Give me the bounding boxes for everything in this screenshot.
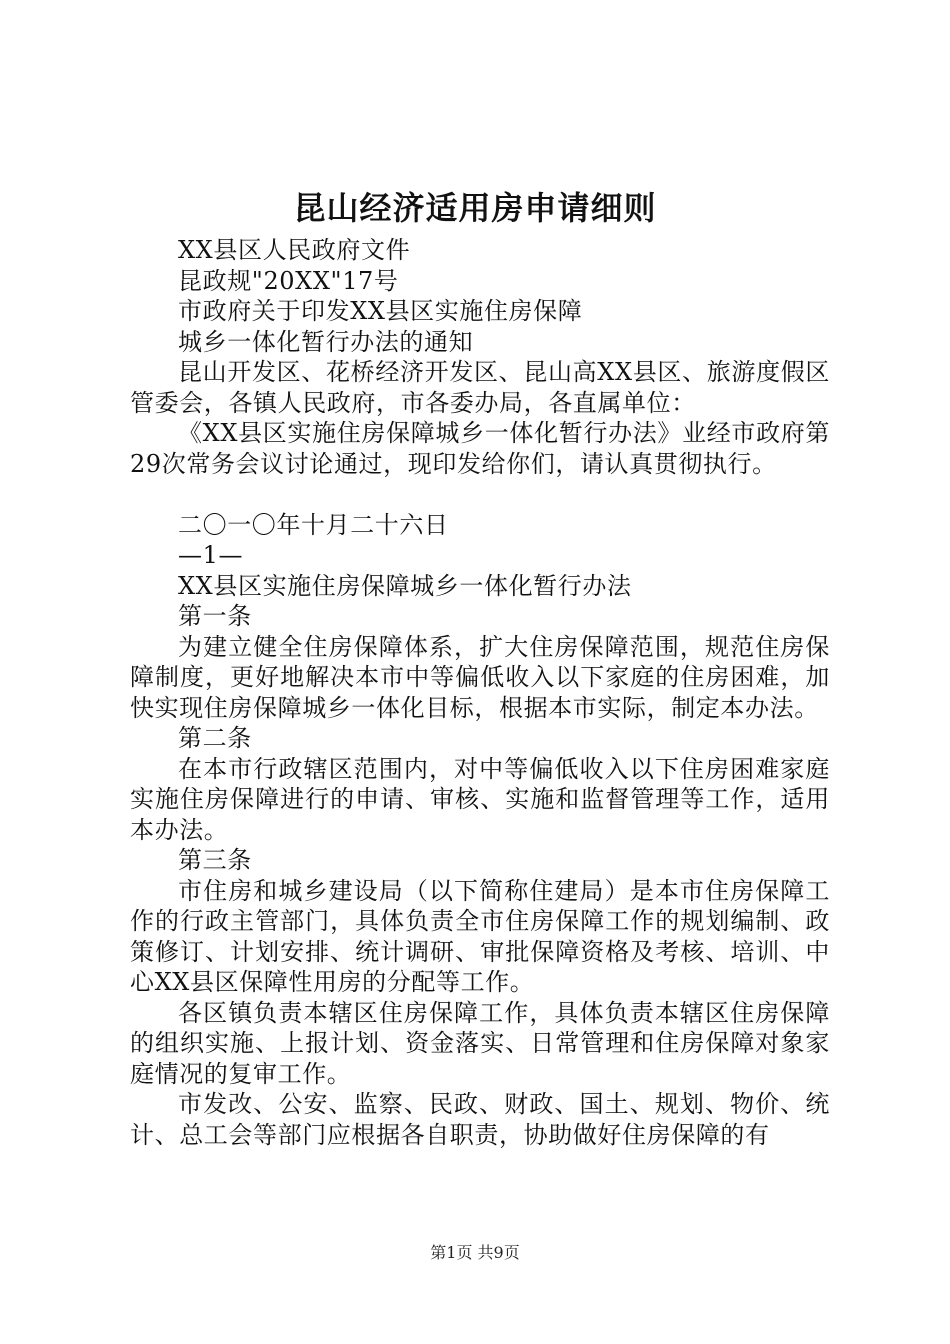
article-3-paragraph-3: 市发改、公安、监察、民政、财政、国土、规划、物价、统计、总工会等部门应根据各自职责，协助做好住房保障的有: [130, 1090, 830, 1149]
notice-title-line-1: 市政府关于印发XX县区实施住房保障: [178, 297, 583, 325]
notice-paragraph: 《XX县区实施住房保障城乡一体化暂行办法》业经市政府第29次常务会议讨论通过，现印发给你们，请认真贯彻执行。: [130, 419, 830, 478]
article-1-paragraph: 为建立健全住房保障体系，扩大住房保障范围，规范住房保障制度，更好地解决本市中等偏低收入以下家庭的住房困难，加快实现住房保障城乡一体化目标，根据本市实际，制定本办法。: [130, 632, 830, 722]
article-1-heading: 第一条: [178, 602, 252, 630]
article-3-heading: 第三条: [178, 846, 252, 874]
article-2-paragraph: 在本市行政辖区范围内，对中等偏低收入以下住房困难家庭实施住房保障进行的申请、审核、实施和监督管理等工作，适用本办法。: [130, 754, 830, 844]
article-3-paragraph-2: 各区镇负责本辖区住房保障工作，具体负责本辖区住房保障的组织实施、上报计划、资金落实、日常管理和住房保障对象家庭情况的复审工作。: [130, 998, 830, 1088]
document-body: [130, 235, 830, 1150]
measures-title: XX县区实施住房保障城乡一体化暂行办法: [178, 571, 632, 600]
notice-title-line-2: 城乡一体化暂行办法的通知: [178, 327, 474, 356]
blank-line: [130, 479, 830, 510]
document-title: 昆山经济适用房申请细则: [293, 189, 657, 227]
document-number: 昆政规"20XX"17号: [178, 266, 399, 295]
article-3-paragraph-1: 市住房和城乡建设局（以下简称住建局）是本市住房保障工作的行政主管部门，具体负责全市住房保障工作的规划编制、政策修订、计划安排、统计调研、审批保障资格及考核、培训、中心XX县区保障性用房的分配等工作。: [130, 876, 830, 996]
issue-date: 二〇一〇年十月二十六日: [178, 510, 449, 539]
page-footer: 第1页 共9页: [430, 1243, 520, 1262]
issuer-line: XX县区人民政府文件: [178, 236, 411, 264]
inner-page-number: —1—: [178, 541, 244, 569]
addressees-paragraph: 昆山开发区、花桥经济开发区、昆山高XX县区、旅游度假区管委会，各镇人民政府，市各委办局，各直属单位：: [130, 358, 830, 417]
article-2-heading: 第二条: [178, 724, 252, 752]
